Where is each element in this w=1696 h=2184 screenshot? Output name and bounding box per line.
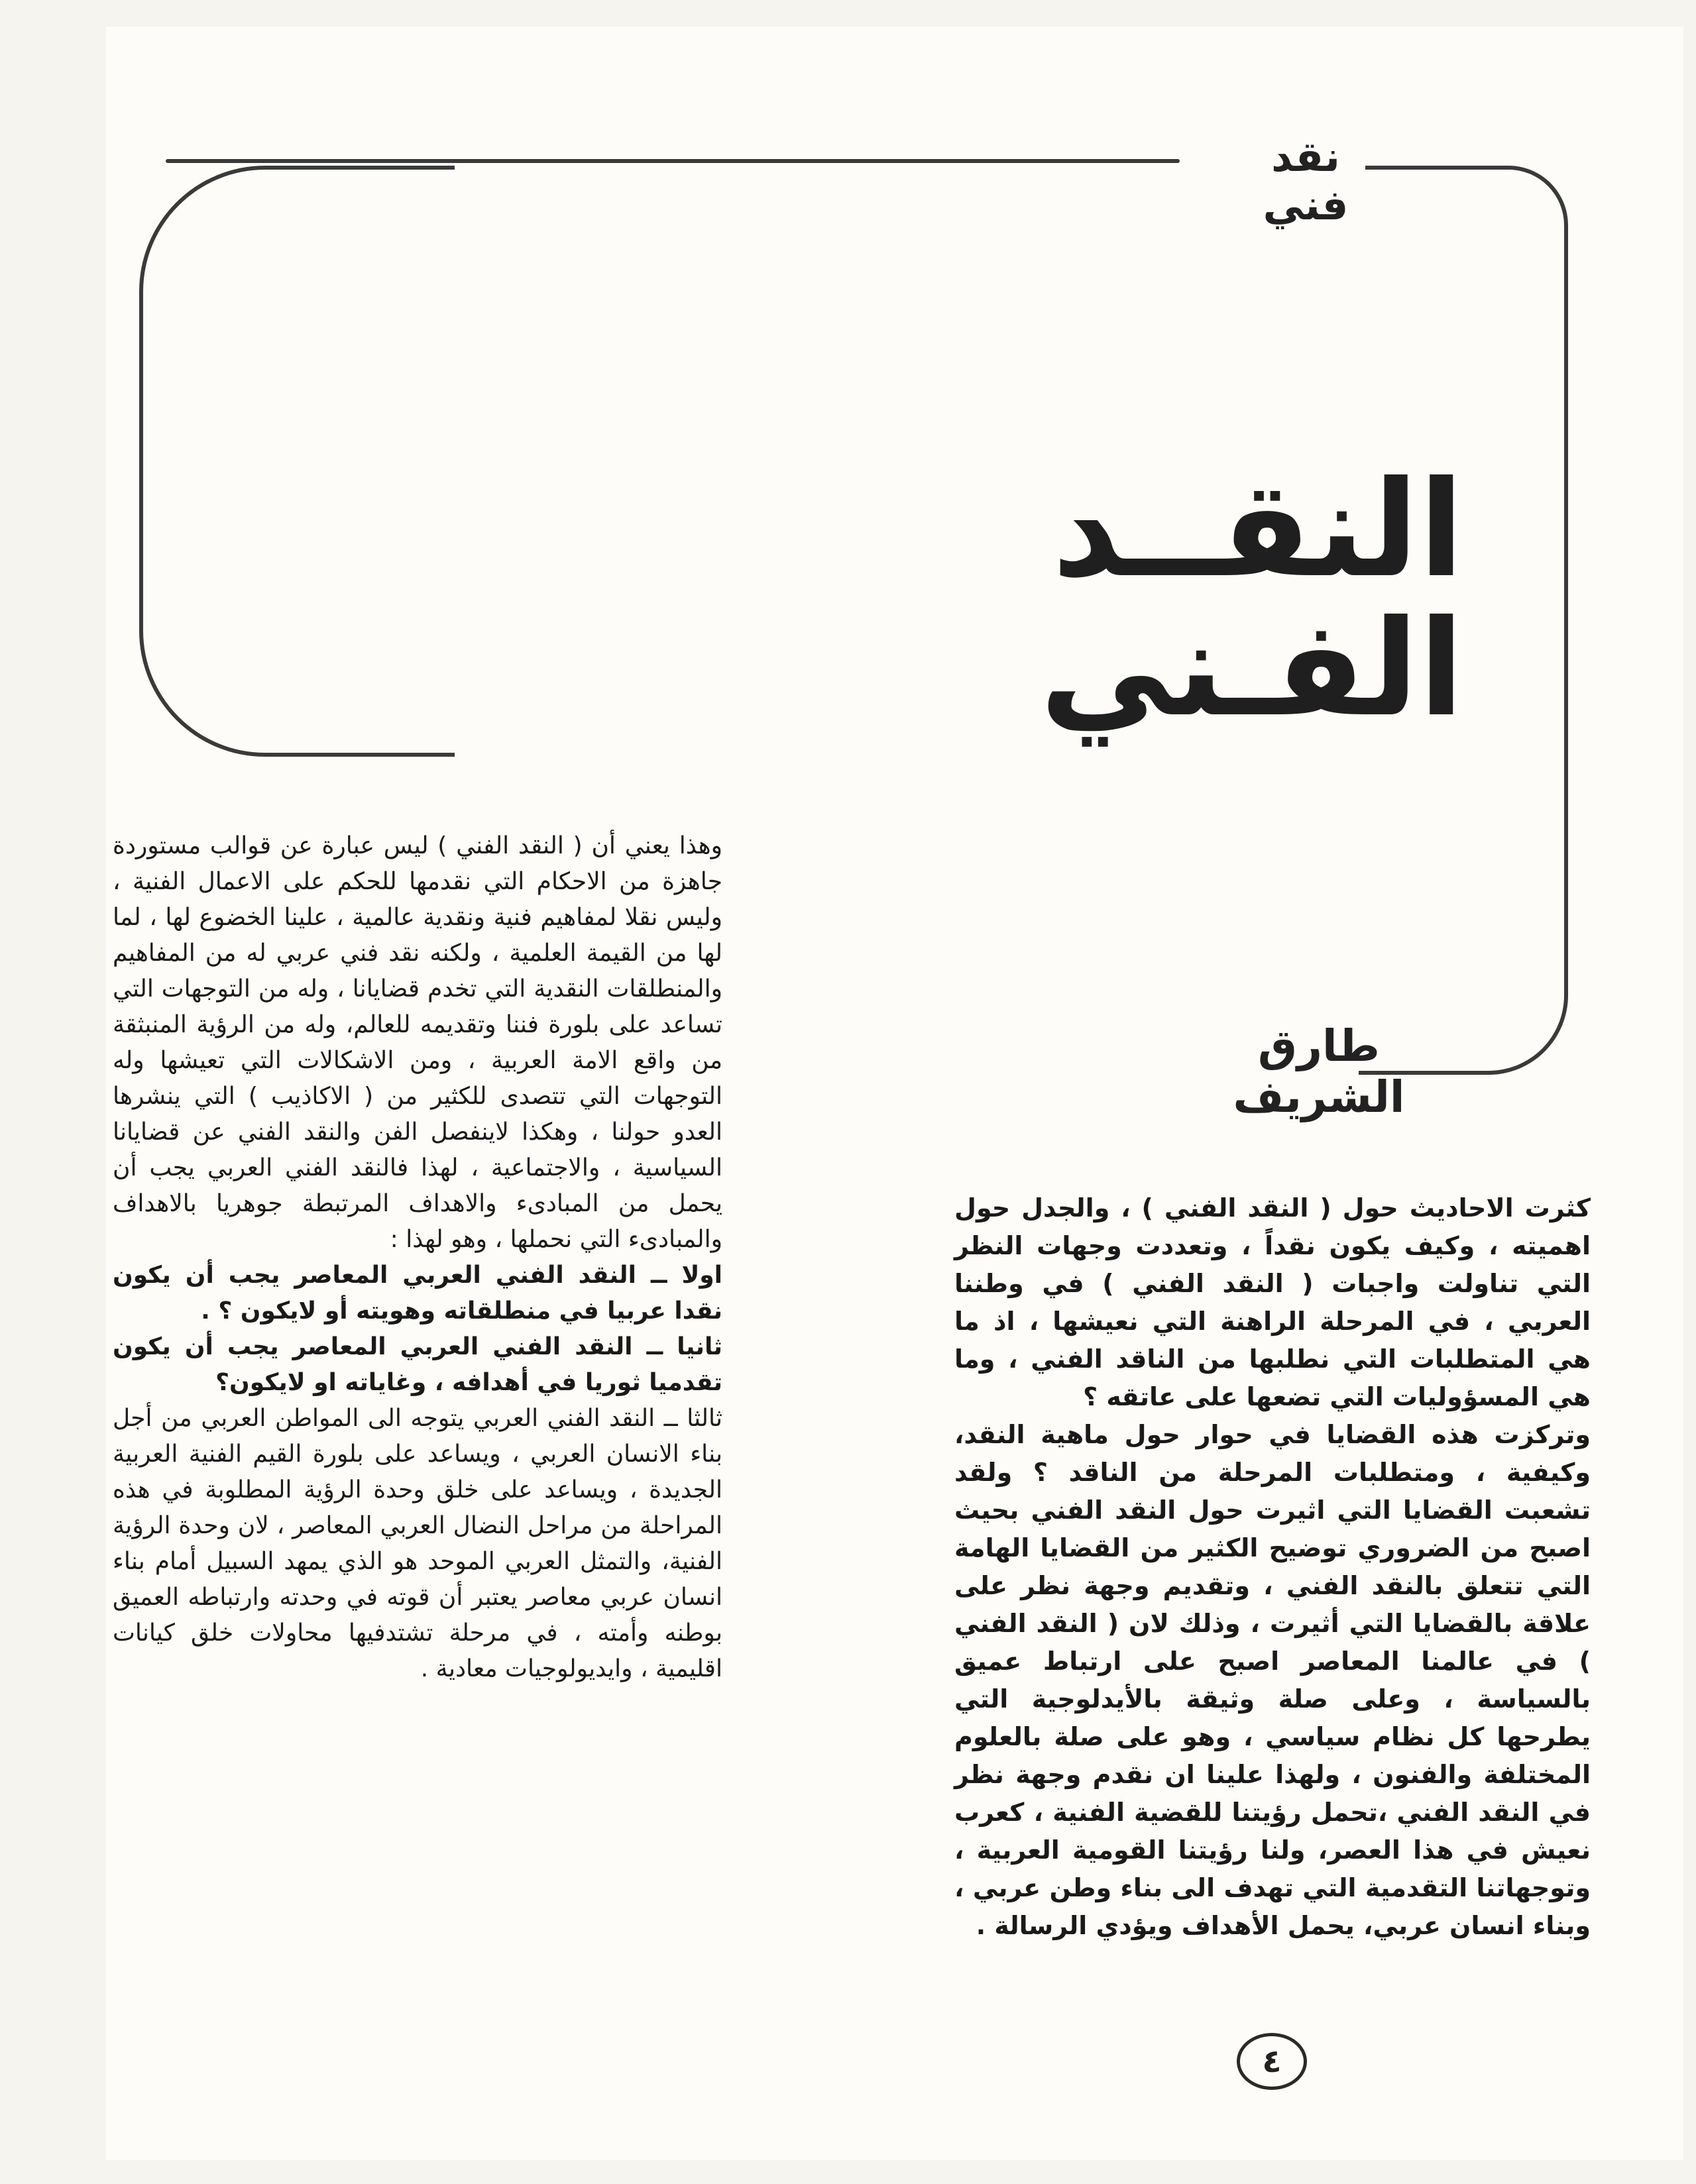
left-point-third: ثالثا ــ النقد الفني العربي يتوجه الى المواطن العربي من أجل بناء الانسان العربي ، ويساعد على بلورة القيم الفنية العربية الجديدة ، ويساعد على خلق وحدة الرؤية المطلوبة في هذه المراحلة من مراحل النضال العربي المعاصر ، لان وحدة الرؤية الفنية، والتمثل العربي الموحد هو الذي يمهد السبيل أمام بناء انسان عربي معاصر يعتبر أن قوته في وحدته وارتباطه العميق بوطنه وأمته ، في مرحلة تشتدفيها محاولات خلق كيانات اقليمية ، وايديولوجيات معادية . <box>113 1405 722 1682</box>
article-title-line-2: الفـني <box>1040 592 1464 746</box>
article-title-line-1: النقــد <box>1052 453 1464 607</box>
left-column <box>113 828 722 1687</box>
right-column <box>954 1189 1591 1945</box>
section-label: نقد فني <box>1246 133 1365 229</box>
left-point-second: ثانيا ــ النقد الفني العربي المعاصر يجب أن يكون تقدميا ثوريا في أهدافه ، وغاياته او لايكون؟ <box>113 1333 722 1396</box>
page-number: ٤ <box>1237 2033 1307 2090</box>
right-paragraph-body: وتركزت هذه القضايا في حوار حول ماهية النقد، وكيفية ، ومتطلبات المرحلة من الناقد ؟ ولقد تشعبت القضايا التي اثيرت حول النقد الفني بحيث اصبح من الضروري توضيح الكثير من القضايا الهامة التي تتعلق بالنقد الفني ، وتقديم وجهة نظر على علاقة بالقضايا التي أثيرت ، وذلك لان ( النقد الفني ) في عالمنا المعاصر اصبح على ارتباط عميق بالسياسة ، وعلى صلة وثيقة بالأيدلوجية التي يطرحها كل نظام سياسي ، وهو على صلة بالعلوم المختلفة والفنون ، ولهذا علينا ان نقدم وجهة نظر في النقد الفني ،تحمل رؤيتنا للقضية الفنية ، كعرب نعيش في هذا العصر، ولنا رؤيتنا القومية العربية ، وتوجهاتنا التقدمية التي تهدف الى بناء وطن عربي ، وبناء انسان عربي، يحمل الأهداف ويؤدي الرسالة . <box>954 1420 1591 1940</box>
author-name: طارق الشريف <box>1233 1020 1405 1122</box>
header-frame-top-rule <box>166 159 1180 163</box>
left-paragraph: وهذا يعني أن ( النقد الفني ) ليس عبارة عن قوالب مستوردة جاهزة من الاحكام التي نقدمها للحكم على الاعمال الفنية ، وليس نقلا لمفاهيم فنية ونقدية عالمية ، علينا الخضوع لها ، لما لها من القيمة العلمية ، ولكنه نقد فني عربي له من المفاهيم والمنطلقات النقدية التي تخدم قضايانا ، وله من التوجهات التي تساعد على بلورة فننا وتقديمه للعالم، وله من الرؤية المنبثقة من واقع الامة العربية ، ومن الاشكالات التي تعيشها وله التوجهات التي تتصدى للكثير من ( الاكاذيب ) التي ينشرها العدو حولنا ، وهكذا لاينفصل الفن والنقد الفني عن قضايانا السياسية ، والاجتماعية ، لهذا فالنقد الفني العربي يجب أن يحمل من المبادىء والاهداف المرتبطة جوهريا بالاهداف والمبادىء التي نحملها ، وهو لهذا : <box>113 832 722 1253</box>
left-point-first: اولا ــ النقد الفني العربي المعاصر يجب أن يكون نقدا عربيا في منطلقاته وهويته أو لايكون ؟ . <box>113 1262 722 1325</box>
header-frame-left-curve <box>139 166 455 757</box>
right-paragraph-intro: كثرت الاحاديث حول ( النقد الفني ) ، والجدل حول اهميته ، وكيف يكون نقداً ، وتعددت وجهات النظر التي تناولت واجبات ( النقد الفني ) في وطننا العربي ، في المرحلة الراهنة التي نعيشها ، اذ ما هي المتطلبات التي نطلبها من الناقد الفني ، وما هي المسؤوليات التي تضعها على عاتقه ؟ <box>954 1193 1591 1411</box>
